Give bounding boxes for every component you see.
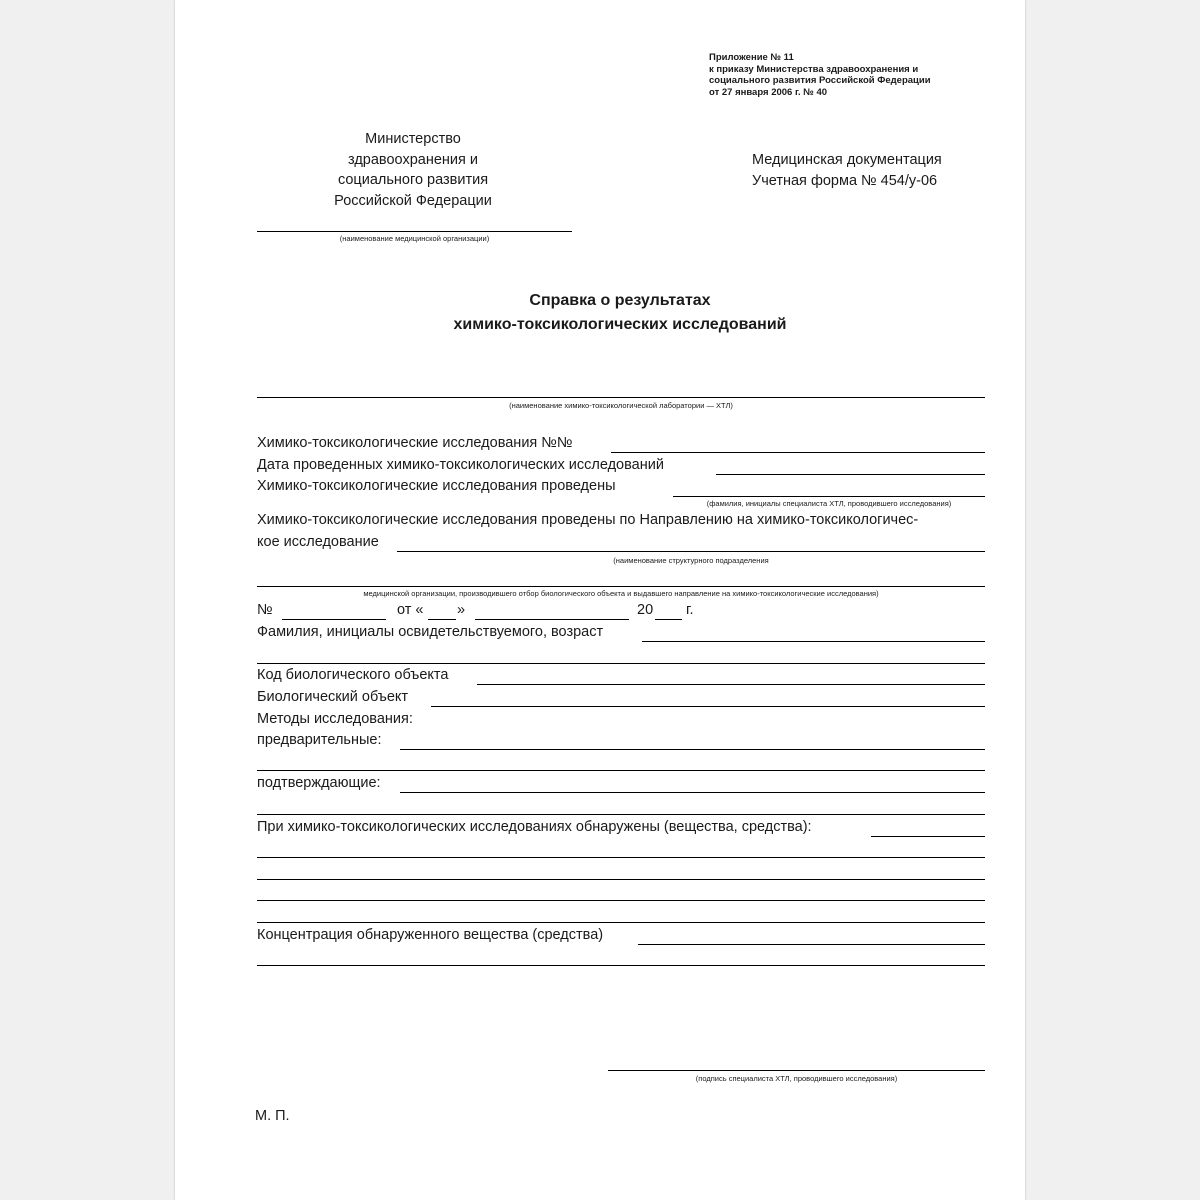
org-name-field[interactable] [257, 231, 572, 232]
subject-field[interactable] [642, 641, 985, 642]
research-date-field[interactable] [716, 474, 985, 475]
bio-object-label: Биологический объект [257, 689, 409, 705]
ministry-line-2: здравоохранения и [348, 151, 478, 168]
meddoc-line-1: Медицинская документация [752, 152, 942, 168]
direction-number-field[interactable] [282, 619, 386, 620]
year-prefix: 20 [637, 602, 654, 618]
research-by-label: Химико-токсикологические исследования проведены [257, 478, 616, 494]
confirming-field[interactable] [400, 792, 985, 793]
subject-label: Фамилия, инициалы освидетельствуемого, возраст [257, 624, 604, 640]
methods-label: Методы исследования: [257, 711, 413, 727]
appendix-line-4: от 27 января 2006 г. № 40 [709, 86, 828, 98]
appendix-note [709, 52, 931, 98]
research-number-label: Химико-токсикологические исследования №№ [257, 435, 573, 451]
signature-caption: (подпись специалиста ХТЛ, проводившего исследования) [695, 1074, 898, 1083]
bio-object-field[interactable] [431, 706, 985, 707]
direction-label-line-1: Химико-токсикологические исследования проведены по Направлению на химико-токсикологичес- [257, 512, 919, 528]
sampling-org-caption: медицинской организации, производившего отбор биологического объекта и выдавшего направление на химико-токсикологические исследования) [363, 589, 879, 598]
appendix-line-3: социального развития Российской Федерации [709, 75, 931, 86]
year-field[interactable] [655, 619, 682, 620]
specialist-field[interactable] [673, 496, 985, 497]
day-field[interactable] [428, 619, 456, 620]
number-sign: № [257, 602, 273, 618]
found-substances-line-4[interactable] [257, 900, 985, 901]
month-field[interactable] [475, 619, 629, 620]
document-page [175, 0, 1025, 1200]
research-date-label: Дата проведенных химико-токсикологических исследований [257, 457, 664, 473]
org-name-caption: (наименование медицинской организации) [339, 234, 490, 243]
sampling-org-field[interactable] [257, 586, 985, 587]
preliminary-label: предварительные: [257, 732, 382, 748]
bio-code-label: Код биологического объекта [257, 667, 449, 683]
structural-unit-caption: (наименование структурного подразделения [613, 556, 769, 565]
stamp-place-label: М. П. [255, 1108, 290, 1124]
year-suffix: г. [686, 602, 694, 618]
concentration-field[interactable] [638, 944, 985, 945]
preliminary-field[interactable] [400, 749, 985, 750]
specialist-caption: (фамилия, инициалы специалиста ХТЛ, проводившего исследования) [706, 499, 952, 508]
structural-unit-field[interactable] [397, 551, 985, 552]
date-from-label: от « [397, 602, 424, 618]
appendix-line-2: к приказу Министерства здравоохранения и [709, 63, 919, 75]
concentration-label: Концентрация обнаруженного вещества (средства) [257, 927, 604, 943]
signature-field[interactable] [608, 1070, 985, 1071]
quote-close: » [457, 602, 466, 618]
ministry-line-3: социального развития [337, 172, 489, 188]
preliminary-field-extra[interactable] [257, 770, 985, 771]
confirming-label: подтверждающие: [257, 775, 381, 791]
bio-code-field[interactable] [477, 684, 985, 685]
appendix-line-1: Приложение № 11 [709, 52, 794, 63]
confirming-field-extra[interactable] [257, 814, 985, 815]
research-number-field[interactable] [611, 452, 985, 453]
medical-documentation-header [752, 150, 942, 191]
found-substances-label: При химико-токсикологических исследованиях обнаружены (вещества, средства): [257, 819, 812, 835]
found-substances-field[interactable] [871, 836, 985, 837]
direction-label-line-2: кое исследование [257, 534, 379, 550]
title-line-2: химико-токсикологических исследований [453, 316, 787, 333]
subject-field-extra[interactable] [257, 663, 985, 664]
concentration-field-extra[interactable] [257, 965, 985, 966]
lab-name-caption: (наименование химико-токсикологической лаборатории — ХТЛ) [509, 401, 733, 410]
document-title [350, 289, 890, 337]
found-substances-line-3[interactable] [257, 879, 985, 880]
lab-name-field[interactable] [257, 397, 985, 398]
ministry-line-4: Российской Федерации [334, 192, 492, 209]
title-line-1: Справка о результатах [529, 292, 711, 309]
ministry-line-1: Министерство [365, 131, 461, 147]
found-substances-line-5[interactable] [257, 922, 985, 923]
ministry-header [285, 129, 541, 211]
found-substances-line-2[interactable] [257, 857, 985, 858]
meddoc-line-2: Учетная форма № 454/у-06 [752, 172, 938, 189]
